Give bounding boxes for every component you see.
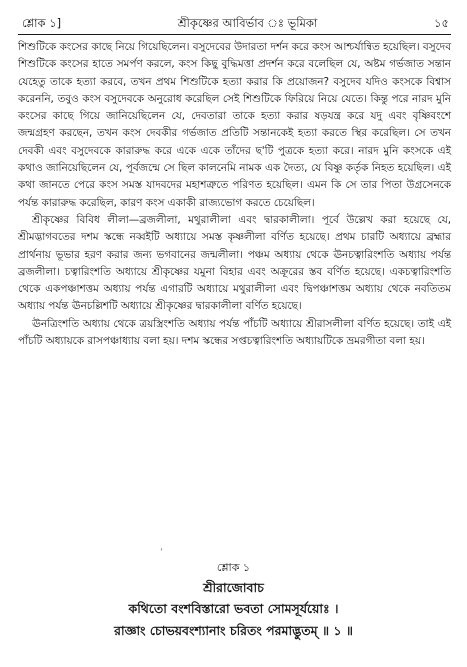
paragraph-1: শিশুটিকে কংসের কাছে নিয়ে গিয়েছিলেন। বসুদেবের উদারতা দর্শন করে কংস আশ্চর্যান্বিত হয়েছিল। বসুদেব শিশুটিকে কংসের হাতে সমর্পণ করলে, কংস কিছু বুদ্ধিমত্তা প্রদর্শন করে বলেছিল যে, অষ্টম গর্ভজাত সন্তান যেহেতু তাকে হত্যা করবে, তখন প্রথম শিশুটিকে হত্যা করার কি প্রয়োজন? বসুদেব যদিও কংসকে বিশ্বাস করেননি, তবুও কংস বসুদেবকে অনুরোধ করেছিল সেই শিশুটিকে ফিরিয়ে নিয়ে যেতে। কিন্তু পরে নারদ মুনি কংসের কাছে গিয়ে জানিয়েছিলেন যে, দেবতারা তাকে হত্যা করার ষড়যন্ত্র করে যদু এবং বৃষ্ণিবংশে জন্মগ্রহণ করছেন, তখন কংস দেবকীর গর্ভজাত প্রতিটি সন্তানকেই হত্যা করতে স্থির করেছিল। সে তখন দেবকী এবং বসুদেবকে কারারুদ্ধ করে একে একে তাঁদের ছ'টি পুত্রকে হত্যা করে। নারদ মুনি কংসকে এই কথাও জানিয়েছিলেন যে, পূর্বজন্মে সে ছিল কালনেমি নামক এক দৈত্য, যে বিষ্ণু কর্তৃক নিহত হয়েছিল। এই কথা জানতে পেরে কংস সমস্ত যাদবদের মহাশত্রুতে পরিণত হয়েছিল। এমন কি সে তার পিতা উগ্রসেনকে পর্যন্ত কারারুদ্ধ করেছিল, কারণ কংস একাকী রাজ্যভোগ করতে চেয়েছিল।: [18, 41, 451, 209]
verse-speaker: শ্রীরাজোবাচ: [203, 580, 264, 595]
verse-label: শ্লোক ১: [216, 561, 251, 574]
header-rule: [18, 34, 451, 35]
running-head: [18, 16, 451, 31]
page-number: ১৫: [434, 16, 449, 30]
body-text: [18, 39, 451, 350]
verse-line-1: কথিতো বংশবিস্তারো ভবতা সোমসূর্যয়োঃ ।: [128, 601, 339, 616]
verse-line-2: রাজ্ঞাং চোভয়বংশ্যানাং চরিতং পরমাদ্ভুতম্ ॥ ১ ॥: [114, 623, 353, 638]
header-chapter-title: শ্রীকৃষ্ণের আবির্ভাব ঃ ভূমিকা: [177, 16, 318, 30]
header-verse-ref: শ্লোক ১]: [22, 16, 62, 30]
paragraph-2: শ্রীকৃষ্ণের বিবিধ লীলা—ব্রজলীলা, মথুরালীলা এবং দ্বারকালীলা। পূর্বে উল্লেখ করা হয়েছে যে, শ্রীমদ্ভাগবতের দশম স্কন্ধে নব্বইটি অধ্যায়ে সমস্ত কৃষ্ণলীলা বর্ণিত হয়েছে। প্রথম চারটি অধ্যায়ে ব্রহ্মার প্রার্থনায় ভূভার হরণ করার জন্য ভগবানের জন্মলীলা। পঞ্চম অধ্যায় থেকে ঊনচত্বারিংশতি অধ্যায় পর্যন্ত ব্রজলীলা। চত্বারিংশতি অধ্যায়ে শ্রীকৃষ্ণের যমুনা বিহার এবং অক্রূরের স্তব বর্ণিত হয়েছে। একচত্বারিংশতি থেকে একপঞ্চাশত্তম অধ্যায় পর্যন্ত এগারটি অধ্যায়ে মথুরালীলা এবং দ্বিপঞ্চাশত্তম অধ্যায় থেকে নবতিতম অধ্যায় পর্যন্ত ঊনচল্লিশটি অধ্যায়ে শ্রীকৃষ্ণের দ্বারকালীলা বর্ণিত হয়েছে।: [18, 213, 451, 313]
paragraph-3: ঊনত্রিংশতি অধ্যায় থেকে ত্রয়স্ত্রিংশতি অধ্যায় পর্যন্ত পাঁচটি অধ্যায়ে শ্রীরাসলীলা বর্ণিত হয়েছে। তাই এই পাঁচটি অধ্যায়কে রাসপঞ্চাধ্যায় বলা হয়। দশম স্কন্ধের সপ্তচত্বারিংশতি অধ্যায়টিকে ভ্রমরগীতা বলা হয়।: [18, 317, 451, 348]
stray-mark: ’: [160, 548, 163, 558]
verse-block: [0, 560, 467, 642]
